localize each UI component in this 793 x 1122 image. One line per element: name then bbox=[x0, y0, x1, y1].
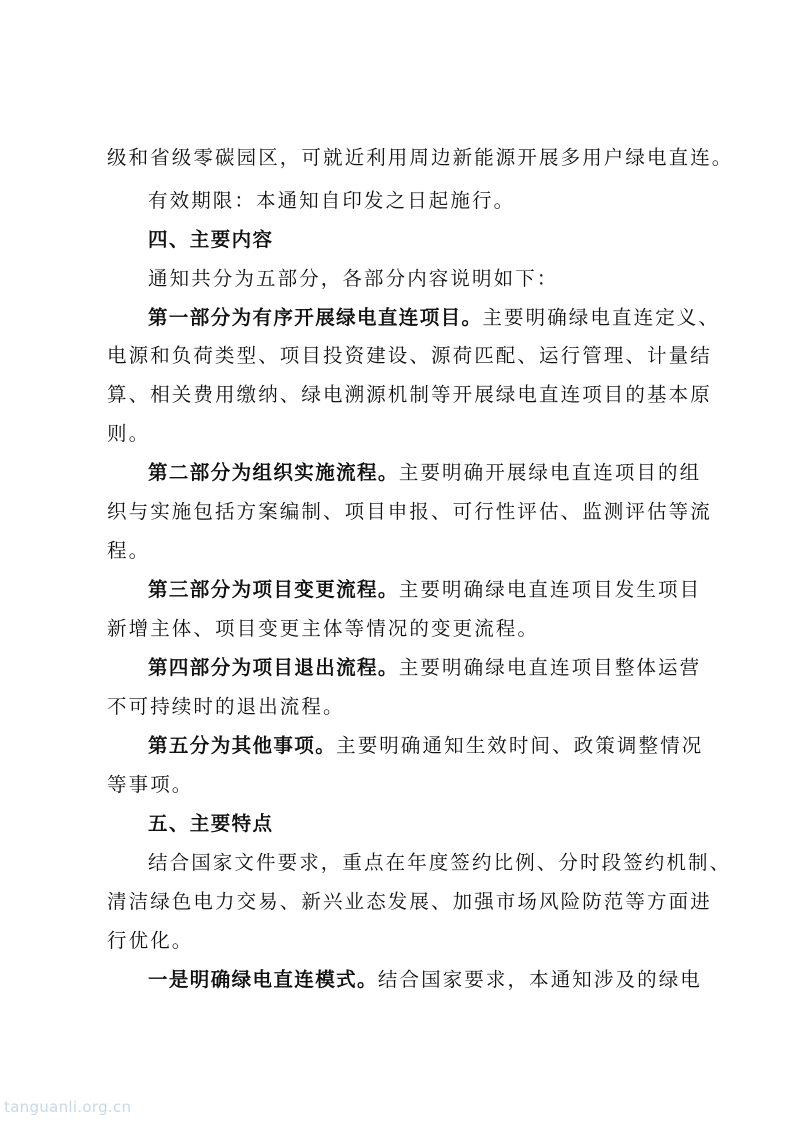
bold-heading-text: 第三部分为项目变更流程。 bbox=[148, 578, 399, 601]
body-text: 级和省级零碳园区，可就近利用周边新能源开展多用户绿电直连。 bbox=[107, 146, 734, 169]
bold-heading-text: 四、主要内容 bbox=[148, 228, 274, 251]
bold-heading-text: 第四部分为项目退出流程。 bbox=[148, 656, 399, 679]
text-line bbox=[0, 183, 793, 219]
text-line bbox=[0, 689, 793, 725]
text-line bbox=[0, 650, 793, 686]
text-line bbox=[0, 767, 793, 803]
text-line bbox=[0, 455, 793, 491]
text-line bbox=[0, 806, 793, 842]
body-text: 等事项。 bbox=[107, 773, 194, 796]
bold-heading-text: 一是明确绿电直连模式。 bbox=[148, 968, 378, 991]
text-line bbox=[0, 572, 793, 608]
body-text: 主要明确通知生效时间、政策调整情况 bbox=[336, 734, 704, 757]
text-line bbox=[0, 611, 793, 647]
body-text: 电源和负荷类型、项目投资建设、源荷匹配、运行管理、计量结 bbox=[107, 344, 712, 367]
text-line bbox=[0, 222, 793, 258]
body-text: 有效期限：本通知自印发之日起施行。 bbox=[148, 189, 516, 212]
body-text: 清洁绿色电力交易、新兴业态发展、加强市场风险防范等方面进 bbox=[107, 890, 712, 913]
body-text: 不可持续时的退出流程。 bbox=[107, 695, 345, 718]
body-text: 结合国家要求，本通知涉及的绿电 bbox=[377, 968, 702, 991]
text-line bbox=[0, 338, 793, 374]
bold-heading-text: 第二部分为组织实施流程。 bbox=[148, 461, 399, 484]
body-text: 行优化。 bbox=[107, 929, 194, 952]
text-line bbox=[0, 494, 793, 530]
body-text: 主要明确绿电直连项目整体运营 bbox=[398, 656, 702, 679]
text-line bbox=[0, 923, 793, 959]
body-text: 则。 bbox=[107, 422, 151, 445]
text-line bbox=[0, 533, 793, 569]
text-line bbox=[0, 962, 793, 998]
bold-heading-text: 第一部分为有序开展绿电直连项目。 bbox=[148, 306, 483, 329]
body-text: 程。 bbox=[107, 539, 151, 562]
text-line bbox=[0, 845, 793, 881]
body-text: 新增主体、项目变更主体等情况的变更流程。 bbox=[107, 617, 540, 640]
text-line bbox=[0, 884, 793, 920]
text-line bbox=[0, 261, 793, 297]
text-line bbox=[0, 140, 793, 176]
bold-heading-text: 第五分为其他事项。 bbox=[148, 734, 337, 757]
body-text: 通知共分为五部分，各部分内容说明如下： bbox=[148, 267, 559, 290]
body-text: 算、相关费用缴纳、绿电溯源机制等开展绿电直连项目的基本原 bbox=[107, 383, 712, 406]
text-line bbox=[0, 728, 793, 764]
bold-heading-text: 五、主要特点 bbox=[148, 812, 274, 835]
text-line bbox=[0, 416, 793, 452]
text-line bbox=[0, 300, 793, 336]
text-line bbox=[0, 377, 793, 413]
body-text: 主要明确绿电直连定义、 bbox=[482, 306, 721, 329]
body-text: 主要明确开展绿电直连项目的组 bbox=[398, 461, 702, 484]
watermark: tanguanli.org.cn bbox=[4, 1098, 132, 1116]
body-text: 主要明确绿电直连项目发生项目 bbox=[398, 578, 702, 601]
body-text: 结合国家文件要求，重点在年度签约比例、分时段签约机制、 bbox=[148, 851, 732, 874]
body-text: 织与实施包括方案编制、项目申报、可行性评估、监测评估等流 bbox=[107, 500, 712, 523]
